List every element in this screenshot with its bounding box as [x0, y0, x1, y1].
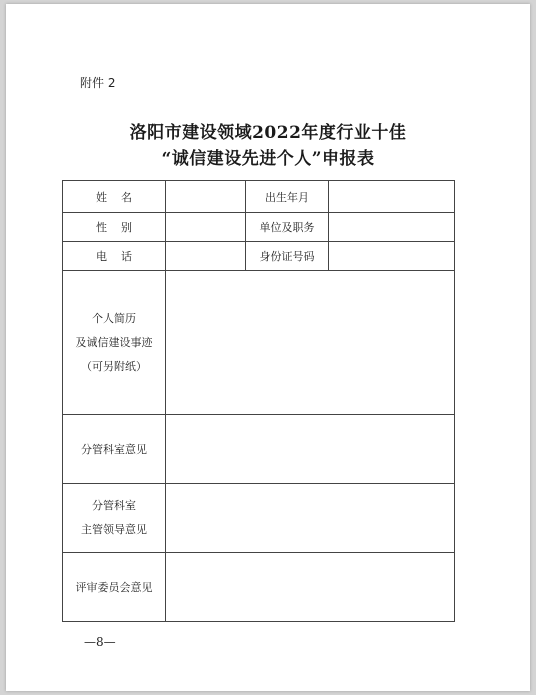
form-title-line2: “诚信建设先进个人”申报表 — [161, 149, 375, 169]
committee-opinion-label: 评审委员会意见 — [63, 553, 166, 622]
name-label: 姓名 — [63, 181, 166, 213]
committee-opinion-field[interactable] — [166, 553, 455, 622]
table-row — [63, 271, 455, 415]
unit-position-field[interactable] — [329, 213, 455, 242]
phone-label: 电话 — [63, 242, 166, 271]
table-row — [63, 242, 455, 271]
attachment-label: 附件 2 — [80, 76, 116, 90]
dept-opinion-label: 分管科室意见 — [63, 415, 166, 484]
form-title-line1: 洛阳市建设领域2022年度行业十佳 — [129, 123, 407, 143]
table-row — [63, 181, 455, 213]
id-number-label: 身份证号码 — [246, 242, 329, 271]
resume-label — [63, 271, 166, 415]
resume-label-line3: （可另附纸） — [81, 359, 147, 373]
name-field[interactable] — [166, 181, 246, 213]
leader-opinion-line2: 主管领导意见 — [81, 523, 147, 536]
phone-field[interactable] — [166, 242, 246, 271]
birth-label: 出生年月 — [246, 181, 329, 213]
leader-opinion-label — [63, 484, 166, 553]
table-row — [63, 553, 455, 622]
application-form-table — [62, 180, 455, 622]
resume-label-line2: 及诚信建设事迹 — [75, 335, 153, 349]
birth-field[interactable] — [329, 181, 455, 213]
document-page — [6, 4, 530, 691]
leader-opinion-line1: 分管科室 — [92, 499, 136, 512]
resume-field[interactable] — [166, 271, 455, 415]
table-row — [63, 484, 455, 553]
gender-field[interactable] — [166, 213, 246, 242]
unit-position-label: 单位及职务 — [246, 213, 329, 242]
table-row — [63, 213, 455, 242]
table-row — [63, 415, 455, 484]
resume-label-line1: 个人简历 — [92, 311, 136, 325]
page-number: —8— — [84, 635, 116, 649]
dept-opinion-field[interactable] — [166, 415, 455, 484]
gender-label: 性别 — [63, 213, 166, 242]
leader-opinion-field[interactable] — [166, 484, 455, 553]
id-number-field[interactable] — [329, 242, 455, 271]
